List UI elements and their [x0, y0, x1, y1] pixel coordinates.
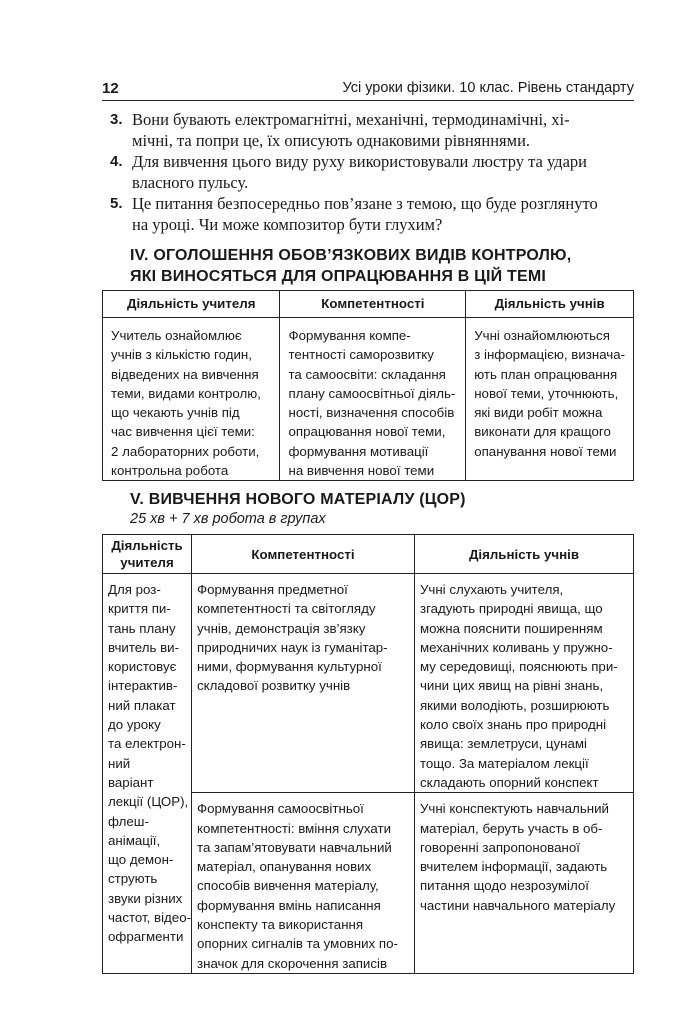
cell-text-line: офрагменти [108, 929, 184, 945]
cell-text-line: опрацювання нової теми, [288, 424, 446, 440]
cell-text-line: ний [108, 755, 131, 771]
control-table [102, 290, 634, 481]
list-item [110, 151, 632, 193]
list-item [110, 109, 632, 151]
cell-text-line: явища: землетруси, цунамі [419, 736, 587, 752]
item-text-line: Вони бувають електромагнітні, механічні, термодинамічні, хі- [132, 110, 570, 129]
cell-text-line: плану самоосвітньої діяль- [288, 385, 456, 401]
table-row [103, 574, 634, 793]
cell-text-line: Компетентності [251, 546, 355, 562]
cell-text-line: учителя [120, 555, 174, 570]
cell-text-line: криття пи- [108, 601, 171, 617]
cell-text-line: механічних коливань у пружно- [419, 639, 613, 655]
cell-text-line: та запам’ятовувати навчальний [197, 839, 392, 855]
cell-text-line: чини цих явищ на рівні знань, [419, 678, 604, 694]
student-activity-cell [414, 574, 633, 793]
cell-text-line: теми, видами контролю, [111, 385, 261, 401]
competence-cell [192, 574, 415, 793]
column-header: Діяльність учителя [103, 291, 280, 318]
cell-text-line: та самоосвіти: складання [288, 366, 446, 382]
cell-text-line: коло своїх знань про природні [419, 717, 607, 733]
cell-text-line: час вивчення цієї теми: [111, 424, 255, 440]
cell-text-line: що чекають учнів під [111, 405, 240, 421]
cell-text-line: Для роз- [108, 582, 161, 597]
cell-text-line: на вивчення нової теми [288, 463, 435, 479]
item-text-line: на уроці. Чи може композитор бути глухим? [132, 215, 443, 234]
cell-text-line: значок для скорочення записів [197, 955, 388, 971]
cell-text-line: Формування предметної [197, 582, 348, 597]
cell-text-line: до уроку [108, 717, 161, 733]
cell-text-line: користовує [108, 659, 177, 675]
cell-text-line: Діяльність [111, 538, 183, 553]
cell-text-line: з інформацією, визнача- [474, 347, 626, 363]
student-activity-cell [466, 318, 634, 481]
cell-text-line: Учні конспектують навчальний [419, 801, 609, 817]
cell-text-line: вчитель ви- [108, 639, 180, 655]
cell-text-line: учнів, демонстрація зв’язку [197, 620, 366, 636]
cell-text-line: інтерактив- [108, 678, 178, 694]
cell-text-line: лекції (ЦОР), [108, 794, 189, 810]
cell-text-line: контрольна робота [111, 463, 229, 479]
teacher-activity-cell [103, 574, 192, 974]
item-number: 5. [110, 195, 123, 212]
cell-text-line: варіант [108, 774, 154, 790]
cell-text-line: природничих наук із гуманітар- [197, 639, 388, 655]
cell-text-line: му середовищі, пояснюють при- [419, 659, 618, 675]
cell-text-line: частини навчального матеріалу [419, 897, 616, 913]
section-5-timing: 25 хв + 7 хв робота в групах [130, 511, 326, 527]
cell-text-line: питання щодо незрозумілої [419, 878, 589, 894]
cell-text-line: якими володіють, розширюють [419, 697, 610, 713]
cell-text-line: згадують природні явища, що [419, 601, 603, 617]
section-title-line: IV. ОГОЛОШЕННЯ ОБОВ’ЯЗКОВИХ ВИДІВ КОНТРОЛЮ, [130, 247, 572, 264]
cell-text-line: Діяльність учнів [468, 546, 580, 562]
student-activity-cell [414, 793, 633, 974]
cell-text-line: опорних сигналів та умовних по- [197, 936, 398, 952]
running-title: Усі уроки фізики. 10 клас. Рівень стандарту [342, 80, 634, 96]
cell-text-line: можна пояснити поширенням [419, 620, 603, 636]
cell-text-line: формування мотивації [288, 443, 429, 459]
cell-text-line: компетентності та світогляду [197, 601, 376, 617]
cell-text-line: нової теми, уточнюють, [474, 385, 619, 401]
cell-text-line: учнів з кількістю годин, [111, 347, 252, 363]
cell-text-line: матеріал, опанування нових [197, 859, 372, 875]
column-header: Компетентності [280, 291, 466, 318]
cell-text-line: матеріал, беруть участь в об- [419, 820, 603, 836]
cell-text-line: говоренні запропонованої [419, 839, 580, 855]
cell-text-line: Формування самоосвітньої [197, 801, 364, 817]
cell-text-line: ними, формування культурної [197, 659, 382, 675]
cell-text-line: звуки різних [108, 890, 183, 906]
cell-text-line: виконати для кращого [474, 424, 611, 440]
item-number: 4. [110, 153, 123, 170]
cell-text-line: формування вмінь написання [197, 897, 381, 913]
cell-text-line: струють [108, 871, 158, 887]
cell-text-line: та електрон- [108, 736, 186, 752]
cell-text-line: конспекту та використання [197, 917, 364, 933]
item-text-line: власного пульсу. [132, 173, 249, 192]
cell-text-line: тентності саморозвитку [288, 347, 434, 363]
cell-text-line: Формування компе- [288, 328, 411, 343]
cell-text-line: опанування нової теми [474, 443, 617, 459]
cell-text-line: відведених на вивчення [111, 366, 259, 382]
table-row [103, 318, 634, 481]
column-header [192, 535, 415, 574]
cell-text-line: Учні слухають учителя, [419, 582, 564, 597]
list-item [110, 193, 632, 235]
cell-text-line: тань плану [108, 620, 176, 636]
cell-text-line: Учитель ознайомлює [111, 328, 242, 343]
cell-text-line: складають опорний конспект [419, 774, 599, 790]
item-number: 3. [110, 111, 123, 128]
cell-text-line: способів вивчення матеріалу, [197, 878, 379, 894]
page-number: 12 [102, 80, 119, 97]
question-list [110, 109, 632, 235]
page-header [102, 80, 634, 101]
cell-text-line: тощо. За матеріалом лекції [419, 755, 589, 771]
item-text-line: Для вивчення цього виду руху використовували люстру та удари [132, 152, 587, 171]
cell-text-line: частот, відео- [108, 910, 192, 926]
section-5-title: V. ВИВЧЕННЯ НОВОГО МАТЕРІАЛУ (ЦОР) [130, 491, 466, 508]
competence-cell [192, 793, 415, 974]
column-header [103, 535, 192, 574]
section-4-title [130, 245, 571, 287]
cell-text-line: 2 лабораторних роботи, [111, 443, 260, 459]
item-text-line: мічні, та попри це, їх описують однаковими рівняннями. [132, 131, 531, 150]
cell-text-line: компетентності: вміння слухати [197, 820, 392, 836]
column-header [414, 535, 633, 574]
cell-text-line: ний плакат [108, 697, 176, 713]
section-title-line: ЯКІ ВИНОСЯТЬСЯ ДЛЯ ОПРАЦЮВАННЯ В ЦІЙ ТЕМІ [130, 268, 547, 285]
new-material-table [102, 534, 634, 974]
teacher-activity-cell [103, 318, 280, 481]
competence-cell [280, 318, 466, 481]
cell-text-line: вчителем інформації, задають [419, 859, 608, 875]
cell-text-line: складової розвитку учнів [197, 678, 351, 694]
cell-text-line: які види робіт можна [474, 405, 603, 421]
cell-text-line: ності, визначення способів [288, 405, 455, 421]
column-header: Діяльність учнів [466, 291, 634, 318]
cell-text-line: флеш- [108, 813, 149, 829]
cell-text-line: ють план опрацювання [474, 366, 618, 382]
cell-text-line: що демон- [108, 852, 174, 868]
item-text-line: Це питання безпосередньо пов’язане з темою, що буде розглянуто [132, 194, 598, 213]
cell-text-line: Учні ознайомлюються [474, 328, 610, 343]
cell-text-line: анімації, [108, 832, 161, 848]
